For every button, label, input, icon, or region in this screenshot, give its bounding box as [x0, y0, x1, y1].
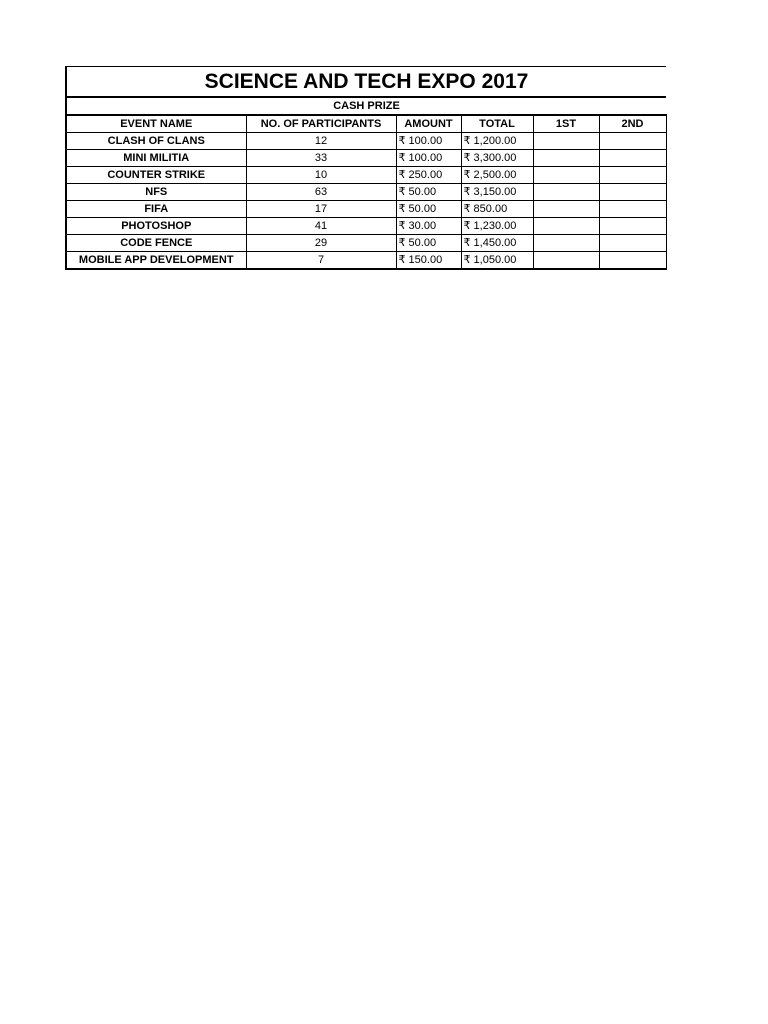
event-name-cell: FIFA [66, 201, 246, 218]
second-prize-cell [599, 201, 666, 218]
second-prize-cell [599, 252, 666, 270]
table-row [66, 201, 666, 218]
table-row [66, 252, 666, 270]
amount-cell: ₹ 50.00 [396, 184, 461, 201]
event-name-cell: NFS [66, 184, 246, 201]
cash-prize-table [65, 66, 667, 270]
first-prize-cell [533, 201, 599, 218]
header-participants: NO. OF PARTICIPANTS [246, 115, 396, 133]
first-prize-cell [533, 218, 599, 235]
subtitle: CASH PRIZE [66, 97, 666, 115]
participants-cell: 41 [246, 218, 396, 235]
event-name-cell: MOBILE APP DEVELOPMENT [66, 252, 246, 270]
total-cell: ₹ 850.00 [461, 201, 533, 218]
first-prize-cell [533, 184, 599, 201]
second-prize-cell [599, 133, 666, 150]
total-cell: ₹ 2,500.00 [461, 167, 533, 184]
first-prize-cell [533, 133, 599, 150]
participants-cell: 29 [246, 235, 396, 252]
event-name-cell: CODE FENCE [66, 235, 246, 252]
total-cell: ₹ 1,450.00 [461, 235, 533, 252]
event-name-cell: CLASH OF CLANS [66, 133, 246, 150]
header-row [66, 115, 666, 133]
table-row [66, 150, 666, 167]
title-row [66, 67, 666, 98]
amount-cell: ₹ 30.00 [396, 218, 461, 235]
participants-cell: 17 [246, 201, 396, 218]
header-first: 1ST [533, 115, 599, 133]
page-title: SCIENCE AND TECH EXPO 2017 [66, 67, 666, 98]
subtitle-row [66, 97, 666, 115]
header-event-name: EVENT NAME [66, 115, 246, 133]
event-name-cell: PHOTOSHOP [66, 218, 246, 235]
amount-cell: ₹ 250.00 [396, 167, 461, 184]
table-row [66, 167, 666, 184]
total-cell: ₹ 3,150.00 [461, 184, 533, 201]
second-prize-cell [599, 235, 666, 252]
table-row [66, 133, 666, 150]
table-row [66, 235, 666, 252]
first-prize-cell [533, 150, 599, 167]
participants-cell: 12 [246, 133, 396, 150]
total-cell: ₹ 3,300.00 [461, 150, 533, 167]
header-total: TOTAL [461, 115, 533, 133]
event-name-cell: MINI MILITIA [66, 150, 246, 167]
header-amount: AMOUNT [396, 115, 461, 133]
second-prize-cell [599, 218, 666, 235]
participants-cell: 7 [246, 252, 396, 270]
first-prize-cell [533, 235, 599, 252]
participants-cell: 33 [246, 150, 396, 167]
first-prize-cell [533, 167, 599, 184]
amount-cell: ₹ 50.00 [396, 201, 461, 218]
event-name-cell: COUNTER STRIKE [66, 167, 246, 184]
second-prize-cell [599, 167, 666, 184]
total-cell: ₹ 1,050.00 [461, 252, 533, 270]
amount-cell: ₹ 100.00 [396, 133, 461, 150]
total-cell: ₹ 1,230.00 [461, 218, 533, 235]
participants-cell: 10 [246, 167, 396, 184]
table-row [66, 184, 666, 201]
total-cell: ₹ 1,200.00 [461, 133, 533, 150]
amount-cell: ₹ 150.00 [396, 252, 461, 270]
header-second: 2ND [599, 115, 666, 133]
amount-cell: ₹ 50.00 [396, 235, 461, 252]
table-row [66, 218, 666, 235]
participants-cell: 63 [246, 184, 396, 201]
second-prize-cell [599, 150, 666, 167]
first-prize-cell [533, 252, 599, 270]
second-prize-cell [599, 184, 666, 201]
amount-cell: ₹ 100.00 [396, 150, 461, 167]
spreadsheet [65, 66, 665, 270]
